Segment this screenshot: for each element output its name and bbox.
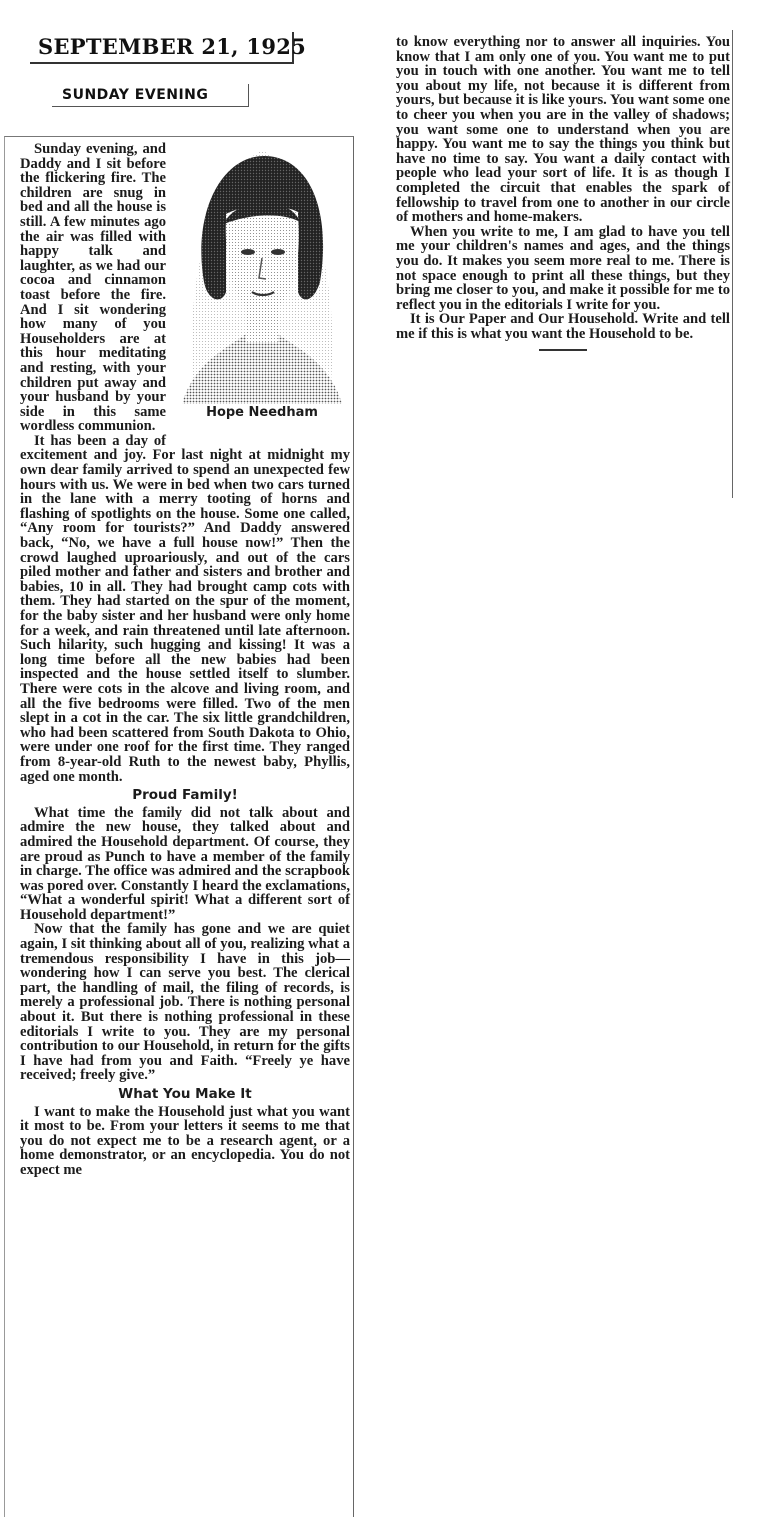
paragraph: It has been a day of excitement and joy. For last night at midnight my own dear family arrived to spend an unexpected few hours with us. We were in bed when two cars turned in the lane with a merry tooting of horns and flashing of spotlights on the house. Some one called, “Any room for tourists?” And Daddy answered back, “No, we have a full house now!” Then the crowd laughed uproariously, and out of the cars piled mother and father and sisters and brother and babies, 10 in all. They had brought camp cots with them. They had started on the spur of the moment, for the baby sister and her husband were only home for a week, and rain threatened until late afternoon. Such hilarity, such hugging and kissing! It was a long time before all the new babies had been inspected and the house settled itself to slumber. There were cots in the alcove and living room, and all the five bedrooms were filled. Two of the men slept in a cot in the car. The six little grandchildren, who had been scattered from South Dakota to Ohio, were under one roof for the first time. They ranged from 8-year-old Ruth to the newest baby, Phyllis, aged one month. [20,432,350,785]
paragraph: It is Our Paper and Our Household. Write and tell me if this is what you want the Household to be. [396,311,730,342]
paragraph: to know everything nor to answer all inquiries. You know that I am only one of you. You want me to put you in touch with one another. You want me to tell you about my life, not because it is different from yours, but because it is like yours. You want some one to cheer you when you are in the valley of shadows; you want some one to understand when you are happy. You want me to say the things you think but have no time to say. You want a daily contact with people who lead your sort of life. It is as though I completed the circuit that enables the spark of fellowship to travel from one to another in our circle of mothers and home-makers. [396,34,730,226]
end-rule [539,349,587,351]
subheading-proud-family: Proud Family! [132,787,238,804]
article-column-two [396,35,730,351]
paragraph: What time the family did not talk about and admire the new house, they talked about and admired the Household department. Of course, they are proud as Punch to have a member of the family in charge. The office was admired and the scrapbook was pored over. Constantly I heard the exclamations, “What a wonderful spirit! What a different sort of Household department!” [20,804,350,923]
paragraph: When you write to me, I am glad to have you tell me your children's names and ages, and the things you do. It makes you seem more real to me. There is not space enough to print all these things, but they bring me closer to you, and make it possible for me to reflect you in the editorials I write for you. [396,223,730,313]
portrait-caption: Hope Needham [206,405,318,420]
article-column-one [20,142,350,1178]
subheading-what-you-make-it: What You Make It [118,1086,252,1102]
paragraph: Sunday evening, and Daddy and I sit before the flickering fire. The children are snug in bed and all the house is still. A few minutes ago the air was filled with happy talk and laughter, as we had our cocoa and cinnamon toast before the fire. And I sit wondering how many of you Householders are at this hour meditating and resting, with your children put away and your husband by your side in this same wordless communion. [20,141,166,435]
portrait-photo [174,142,350,404]
portrait-figure [172,142,352,440]
publication-date: SEPTEMBER 21, 1925 [38,34,307,59]
paragraph: I want to make the Household just what you want it most to be. From your letters it seems to me that you do not expect me to be a research agent, or a home demonstrator, or an encyclopedia. You do not expect me [20,1103,350,1178]
paragraph: Now that the family has gone and we are quiet again, I sit thinking about all of you, realizing what a tremendous responsibility I have in this job—wondering how I can serve you best. The clerical part, the handling of mail, the filing of records, is merely a professional job. There is nothing personal about it. But there is nothing professional in these editorials I write to you. They are my personal contribution to our Household, in return for the gifts I have had from you and Faith. “Freely ye have received; freely give.” [20,921,350,1084]
section-title: SUNDAY EVENING [62,87,209,103]
